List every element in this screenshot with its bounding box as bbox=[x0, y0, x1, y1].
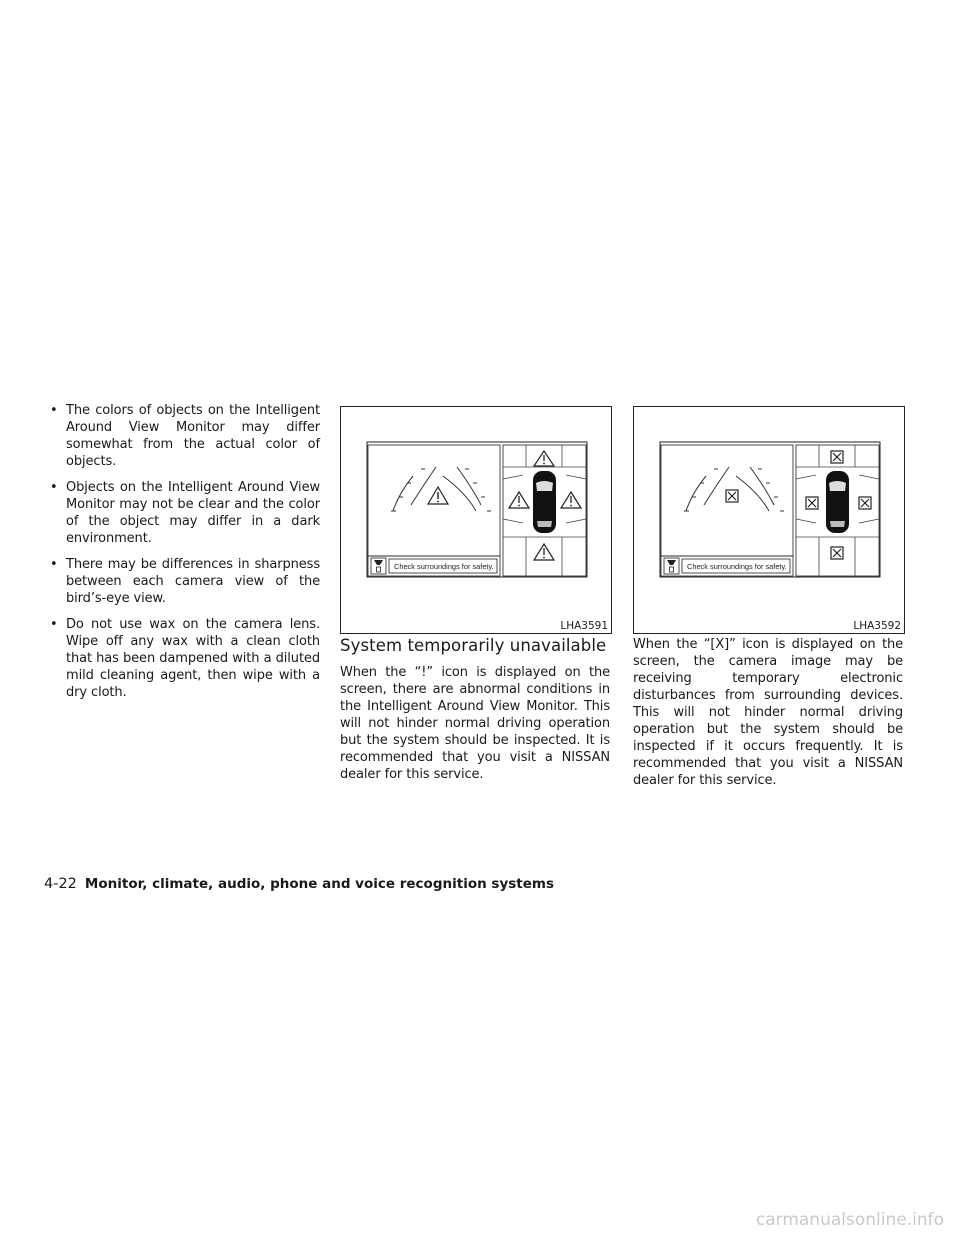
warning-triangle-icon bbox=[534, 544, 554, 560]
page-footer bbox=[44, 876, 554, 892]
paragraph-x-icon: When the “[X]” icon is displayed on the screen, the camera image may be receiving temporary electronic disturbances from surrounding devices. This will not hinder normal driving operation but the system should be inspected if it occurs frequently. It is recommended that you visit a NISSAN dealer for this service. bbox=[633, 637, 903, 788]
bullet-text: There may be differences in sharpness between each camera view of the bird’s-eye view. bbox=[66, 557, 320, 606]
warning-triangle-icon bbox=[428, 487, 448, 504]
paragraph-x-icon-container bbox=[633, 636, 903, 789]
warning-triangle-icon bbox=[534, 451, 554, 466]
paragraph-warning-icon: When the “!” icon is displayed on the screen, there are abnormal conditions in the Intelligent Around View Monitor. This will not hinder normal driving operation but the system should be inspected. It is recommended that you visit a NISSAN dealer for this service. bbox=[340, 665, 610, 782]
figure-code: LHA3592 bbox=[853, 620, 901, 632]
figure-warning-icon-screen bbox=[340, 406, 612, 634]
chapter-title: Monitor, climate, audio, phone and voice recognition systems bbox=[84, 876, 554, 892]
bullet-text: Do not use wax on the camera lens. Wipe off any wax with a clean cloth that has been dampened with a diluted mild cleaning agent, then wipe with a dry cloth. bbox=[66, 617, 320, 700]
monitor-illustration bbox=[341, 407, 611, 633]
bullet-marker: • bbox=[50, 403, 58, 418]
bullet-list bbox=[46, 402, 320, 710]
screen-message: Check surroundings for safety. bbox=[687, 562, 787, 571]
watermark: carmanualsonline.info bbox=[755, 1210, 944, 1230]
x-box-icon bbox=[859, 497, 871, 509]
car-top-view-icon bbox=[826, 471, 849, 533]
x-box-icon bbox=[831, 451, 843, 463]
monitor-illustration bbox=[634, 407, 904, 633]
x-box-icon bbox=[831, 547, 843, 559]
section-heading: System temporarily unavailable bbox=[340, 636, 607, 655]
bullet-text: The colors of objects on the Intelligent Around View Monitor may differ somewhat from the actual color of objects. bbox=[66, 403, 320, 469]
bullet-item bbox=[46, 402, 320, 470]
x-box-icon bbox=[726, 490, 738, 502]
bullet-text: Objects on the Intelligent Around View Monitor may not be clear and the color of the object may differ in a dark environment. bbox=[66, 480, 320, 546]
warning-triangle-icon bbox=[509, 492, 529, 508]
bullet-item bbox=[46, 479, 320, 547]
figure-x-icon-screen bbox=[633, 406, 905, 634]
bullet-item bbox=[46, 616, 320, 701]
bullet-marker: • bbox=[50, 617, 58, 632]
warning-triangle-icon bbox=[561, 492, 581, 508]
screen-message: Check surroundings for safety. bbox=[394, 562, 494, 571]
x-box-icon bbox=[806, 497, 818, 509]
bullet-marker: • bbox=[50, 480, 58, 495]
page-number: 4-22 bbox=[44, 876, 77, 892]
bullet-item bbox=[46, 556, 320, 607]
car-top-view-icon bbox=[533, 471, 556, 533]
section-unavailable bbox=[340, 636, 610, 783]
bullet-marker: • bbox=[50, 557, 58, 572]
figure-code: LHA3591 bbox=[560, 620, 608, 632]
